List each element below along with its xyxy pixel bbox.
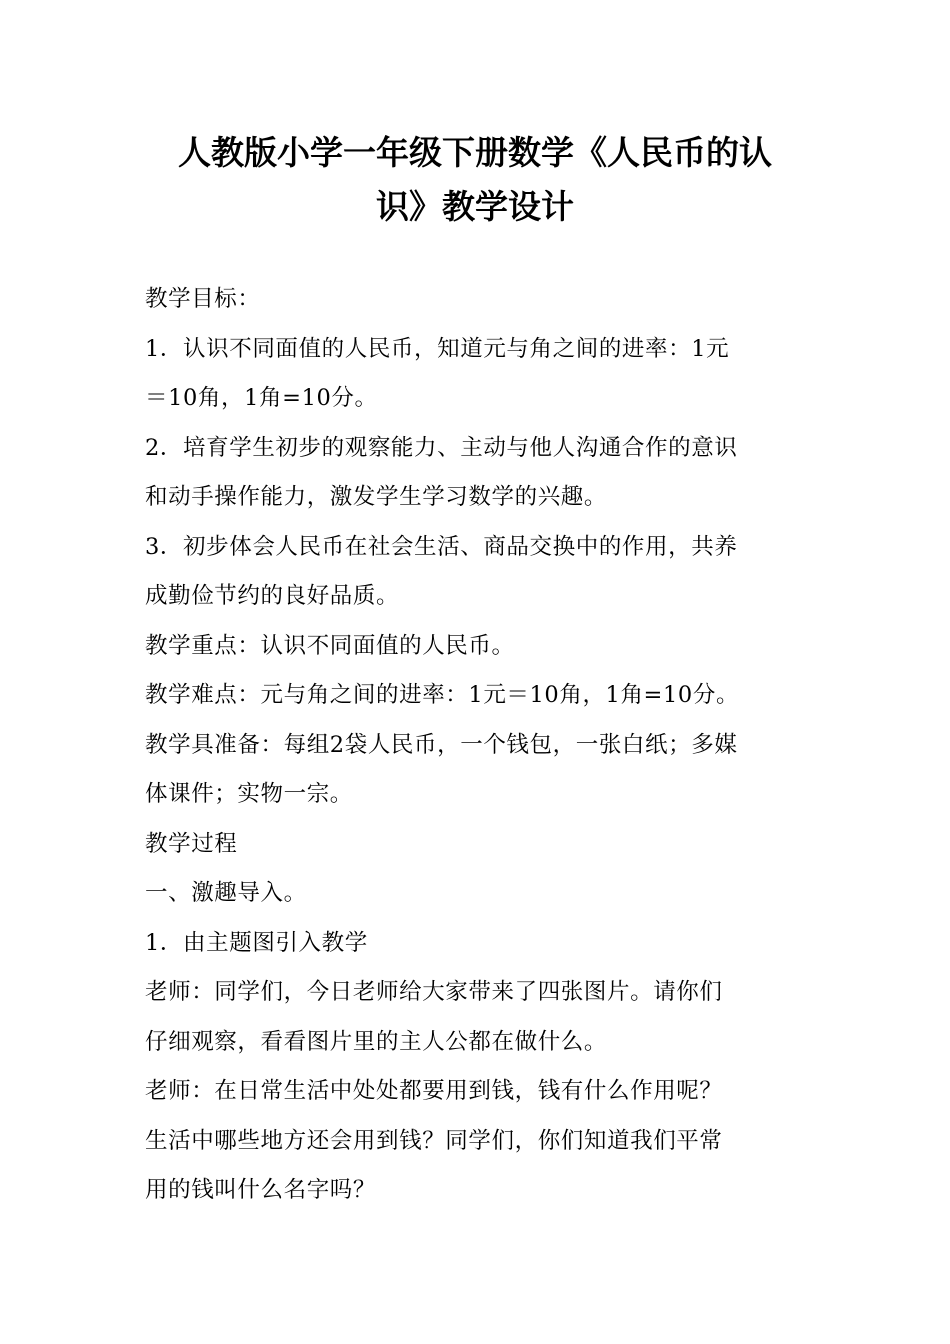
text-line: 仔细观察，看看图片里的主人公都在做什么。 [145,1028,608,1055]
paragraph-objective-3 [145,523,810,622]
paragraph-teacher-2 [145,1067,810,1216]
paragraph-teacher-1 [145,968,810,1067]
paragraph-process-heading [145,820,810,870]
paragraph-objective-2 [145,424,810,523]
text-line: 老师：在日常生活中处处都要用到钱，钱有什么作用呢？ [145,1078,723,1104]
paragraph-materials [145,721,810,820]
text-line: 体课件；实物一宗。 [145,781,353,807]
text-line: 一、激趣导入。 [145,880,307,906]
text-line: 教学难点：元与角之间的进率：1元＝10角，1角=10分。 [145,682,740,708]
paragraph-objectives-heading [145,275,810,325]
document-body [145,275,810,1216]
title-line: 人教版小学一年级下册数学《人民币的认 [178,133,772,172]
text-line: 2．培育学生初步的观察能力、主动与他人沟通合作的意识 [145,434,738,461]
paragraph-section-1 [145,869,810,919]
title-line: 识》教学设计 [376,187,574,226]
text-line: 和动手操作能力，激发学生学习数学的兴趣。 [145,484,608,510]
text-line: ＝10角，1角=10分。 [145,385,378,411]
text-line: 成勤俭节约的良好品质。 [145,583,400,609]
text-line: 1．由主题图引入教学 [145,929,368,956]
text-line: 教学具准备：每组2袋人民币，一个钱包，一张白纸；多媒 [145,731,738,758]
text-line: 用的钱叫什么名字吗？ [145,1177,377,1203]
document-title [140,126,810,234]
paragraph-difficulty [145,671,810,721]
text-line: 教学目标： [145,286,261,312]
text-line: 教学过程 [145,830,238,857]
text-line: 生活中哪些地方还会用到钱？同学们，你们知道我们平常 [145,1127,723,1154]
paragraph-key-point [145,622,810,672]
text-line: 1．认识不同面值的人民币，知道元与角之间的进率：1元 [145,335,730,362]
text-line: 老师：同学们，今日老师给大家带来了四张图片。请你们 [145,979,723,1005]
paragraph-step-1 [145,919,810,969]
text-line: 教学重点：认识不同面值的人民币。 [145,632,515,659]
paragraph-objective-1 [145,325,810,424]
text-line: 3．初步体会人民币在社会生活、商品交换中的作用，共养 [145,533,738,560]
